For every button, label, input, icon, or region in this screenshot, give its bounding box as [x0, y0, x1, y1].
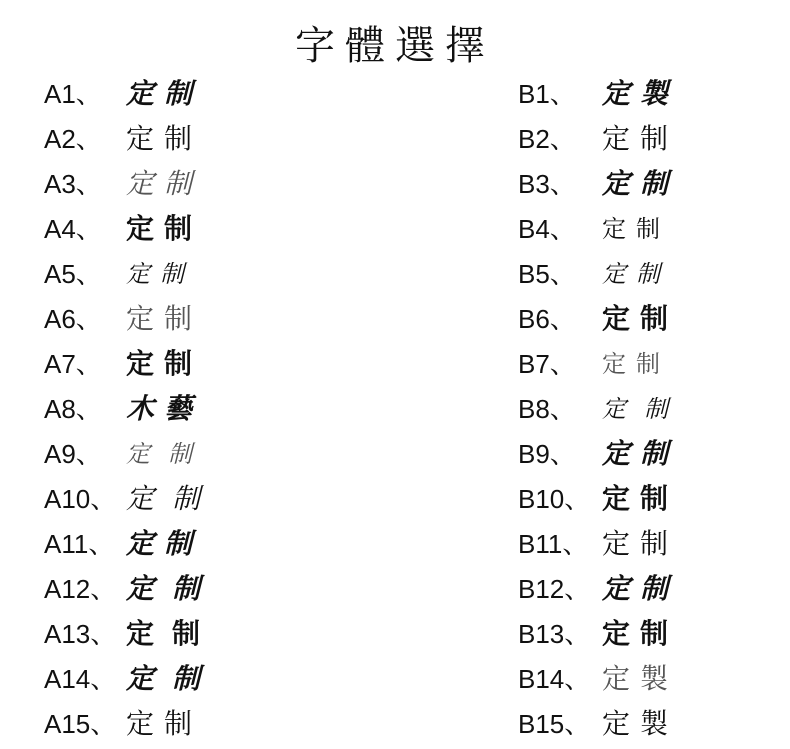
font-sample-text: 定制: [602, 215, 670, 243]
font-sample-text: 定制: [126, 260, 194, 288]
font-option-code: B11、: [518, 529, 589, 559]
page-title: 字體選擇: [295, 23, 495, 69]
font-sample-text: 定制: [126, 77, 203, 110]
font-option-code: A3、: [44, 169, 102, 199]
font-option-code: B5、: [518, 259, 576, 289]
font-option-code: A1、: [44, 79, 102, 109]
font-sample-text: 木藝: [126, 392, 203, 425]
font-sample-text: 定制: [602, 167, 679, 200]
font-sample-text: 定制: [602, 482, 679, 515]
font-sample-text: 定製: [602, 77, 679, 110]
font-sample-text: 定制: [126, 302, 203, 335]
font-option-code: B6、: [518, 304, 576, 334]
font-option-code: A7、: [44, 349, 102, 379]
font-sample-text: 定制: [602, 302, 679, 335]
font-sample-text: 定製: [602, 662, 679, 695]
font-option-code: B8、: [518, 394, 576, 424]
font-sample-text: 定制: [126, 617, 219, 650]
font-sample-text: 定制: [126, 707, 203, 740]
font-sample-text: 定制: [602, 122, 679, 155]
font-sample-text: 定制: [126, 572, 219, 605]
font-option-code: A14、: [44, 664, 117, 694]
font-sample-text: 定制: [602, 260, 670, 288]
font-option-code: B12、: [518, 574, 591, 604]
font-option-code: A6、: [44, 304, 102, 334]
font-sample-text: 定制: [126, 122, 203, 155]
font-option-code: A15、: [44, 709, 117, 739]
font-option-code: B15、: [518, 709, 591, 739]
font-sample-text: 定制: [602, 617, 679, 650]
font-option-code: B3、: [518, 169, 576, 199]
font-option-code: B2、: [518, 124, 576, 154]
font-option-code: B14、: [518, 664, 591, 694]
font-option-code: B4、: [518, 214, 576, 244]
font-option-code: A8、: [44, 394, 102, 424]
font-sample-text: 定制: [126, 212, 203, 245]
font-option-code: A12、: [44, 574, 117, 604]
font-sample-text: 定制: [602, 572, 679, 605]
font-sample-text: 定制: [602, 437, 679, 470]
font-sample-text: 定制: [126, 662, 219, 695]
font-option-code: B1、: [518, 79, 576, 109]
font-option-code: A9、: [44, 439, 102, 469]
font-sample-text: 定制: [126, 527, 203, 560]
font-option-code: B9、: [518, 439, 576, 469]
font-option-code: A5、: [44, 259, 102, 289]
font-sample-text: 定制: [126, 440, 210, 468]
font-option-code: A4、: [44, 214, 102, 244]
font-sample-text: 定制: [126, 167, 203, 200]
font-option-code: A11、: [44, 529, 115, 559]
font-option-code: A10、: [44, 484, 117, 514]
font-sample-text: 定制: [602, 350, 670, 378]
font-option-code: B7、: [518, 349, 576, 379]
font-option-code: A13、: [44, 619, 117, 649]
font-sample-text: 定制: [602, 527, 679, 560]
font-sample-text: 定制: [126, 482, 219, 515]
font-sample-text: 定制: [126, 347, 203, 380]
font-sample-text: 定製: [602, 707, 679, 740]
font-option-code: A2、: [44, 124, 102, 154]
font-sample-text: 定制: [602, 395, 686, 423]
font-option-code: B10、: [518, 484, 591, 514]
font-option-code: B13、: [518, 619, 591, 649]
